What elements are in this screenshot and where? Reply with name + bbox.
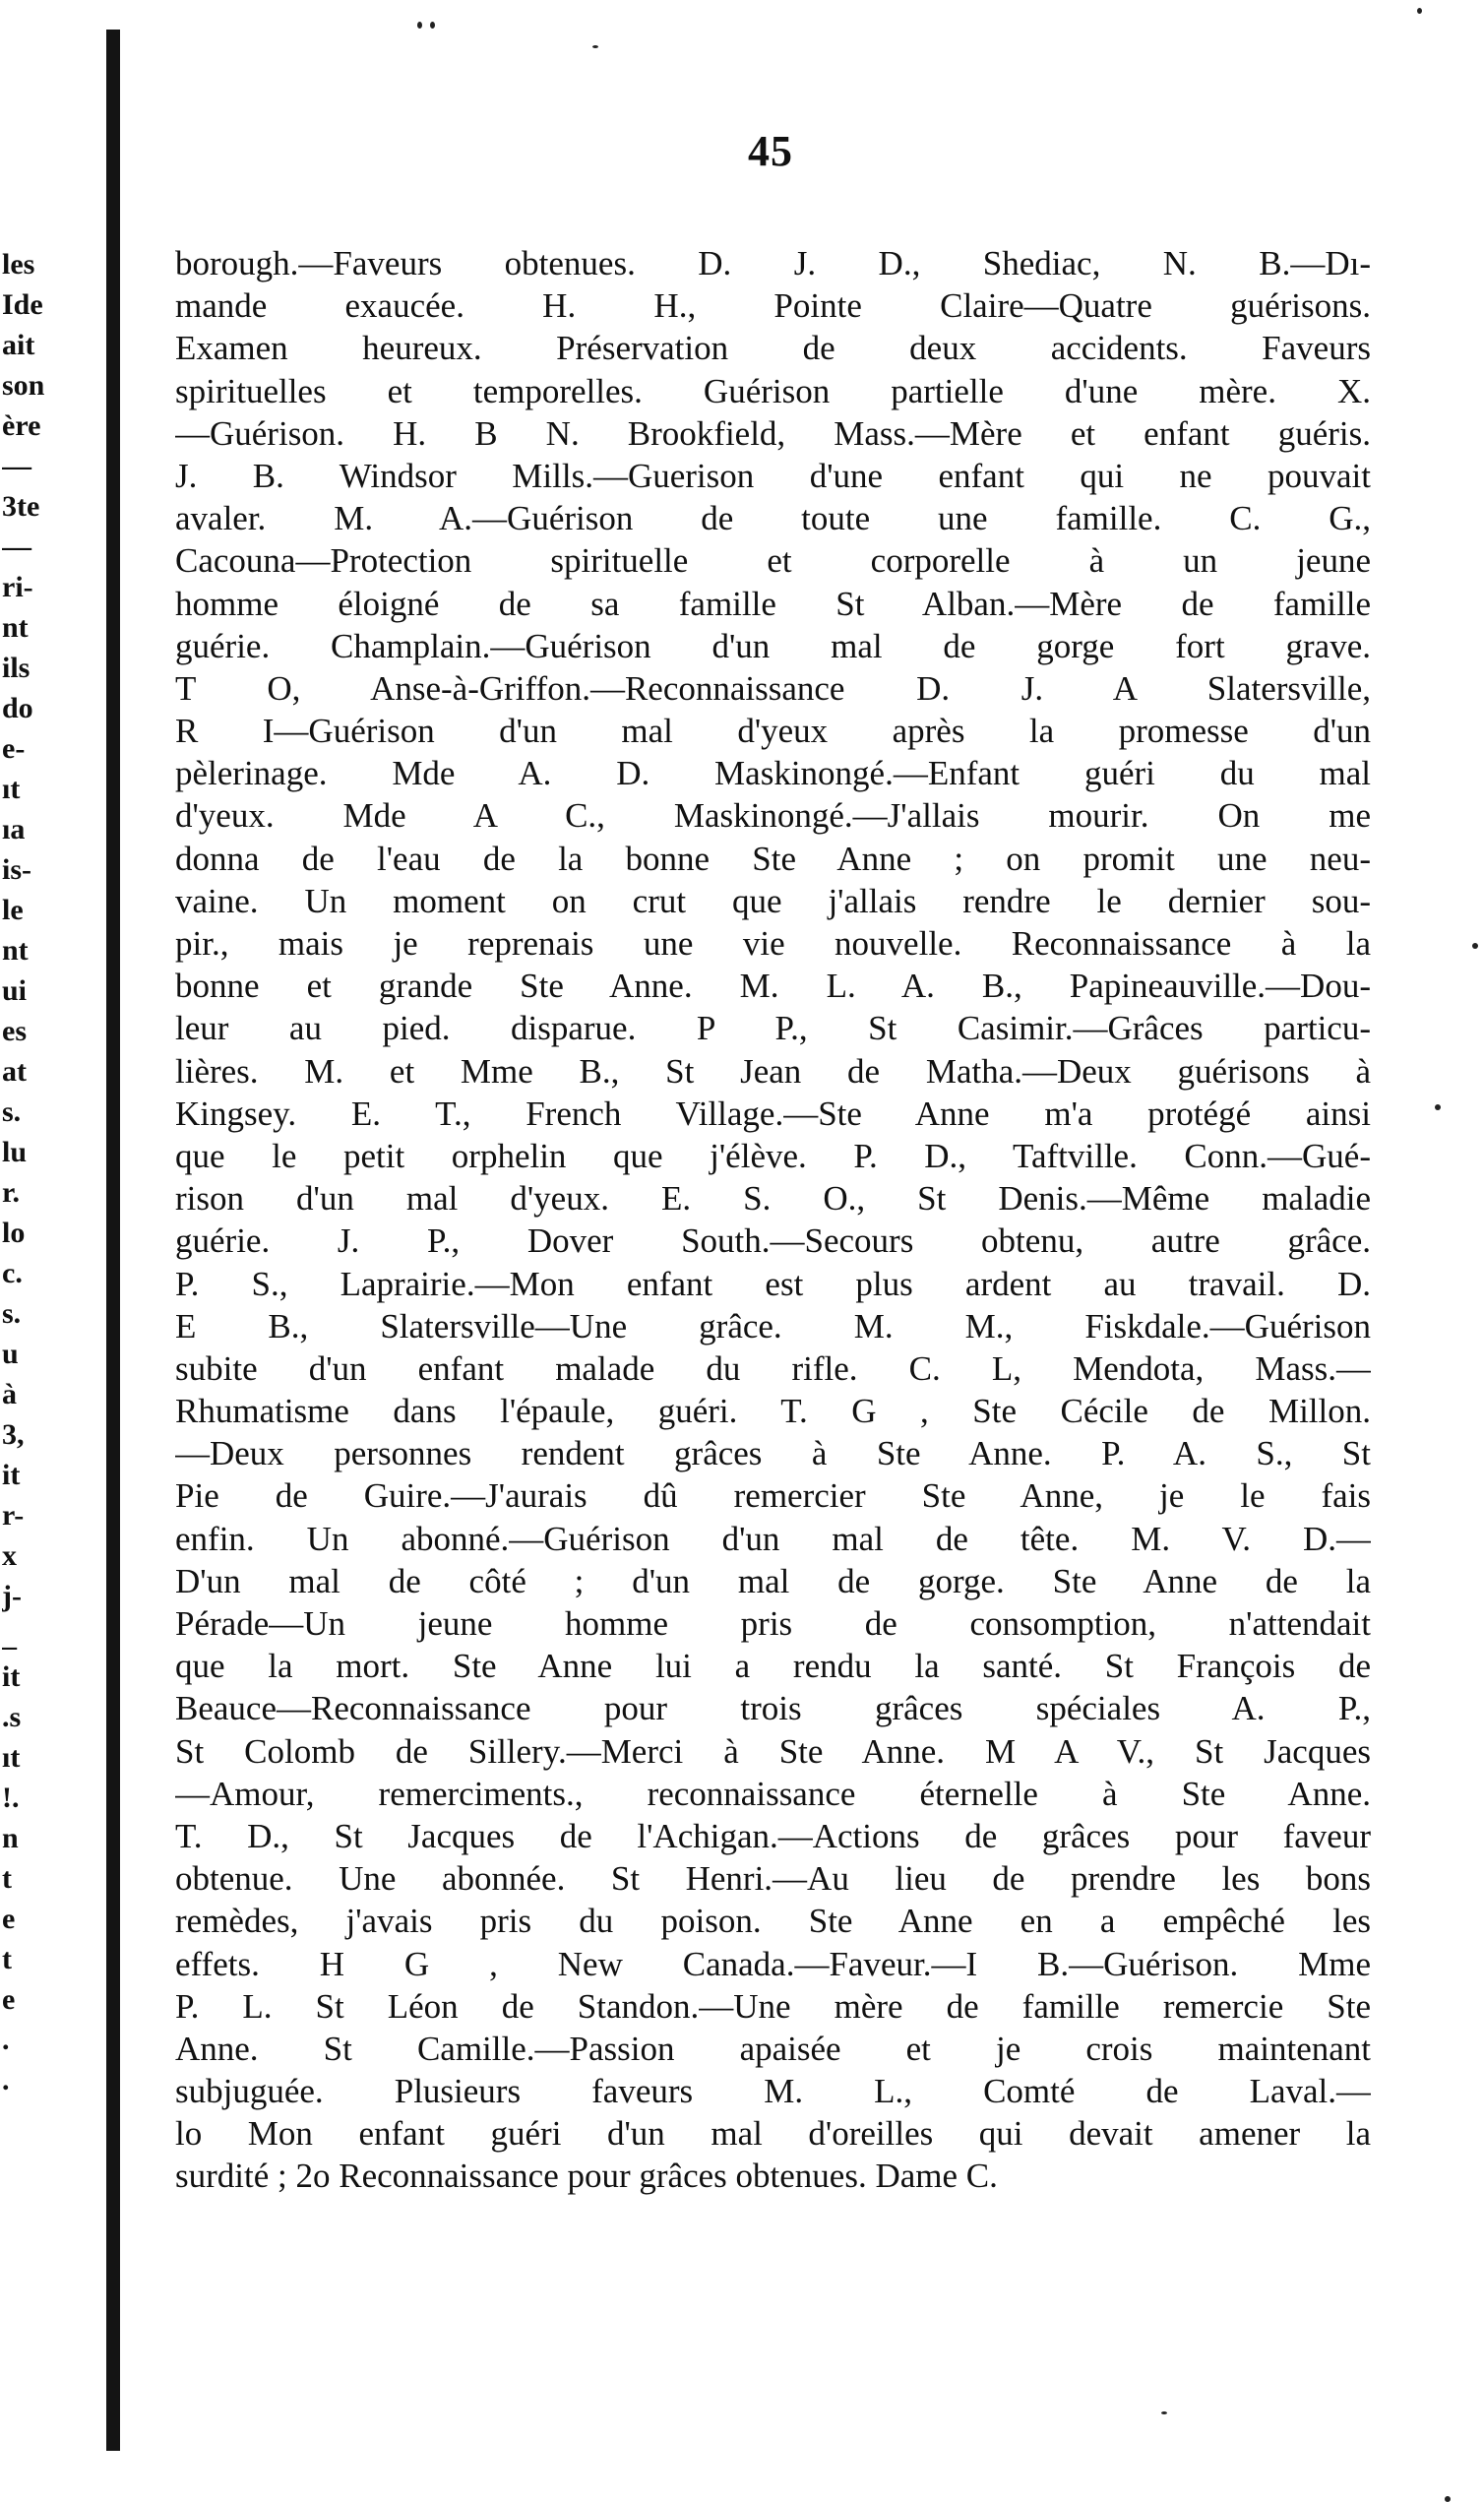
margin-fragment: lu bbox=[2, 1136, 28, 1168]
text-line: lo Mon enfant guéri d'un mal d'oreilles qui devait amener la bbox=[175, 2114, 1371, 2154]
margin-fragment: nt bbox=[2, 934, 29, 967]
text-line: St Colomb de Sillery.—Merci à Ste Anne. M A V., St Jacques bbox=[175, 1731, 1371, 1771]
text-line: P. L. St Léon de Standon.—Une mère de famille remercie Ste bbox=[175, 1986, 1371, 2026]
margin-fragment: à bbox=[2, 1378, 17, 1410]
text-line: Anne. St Camille.—Passion apaisée et je crois maintenant bbox=[175, 2029, 1371, 2068]
margin-fragment: c. bbox=[2, 1257, 23, 1289]
margin-fragment: son bbox=[2, 369, 45, 402]
margin-fragment: nt bbox=[2, 611, 29, 644]
text-line: mande exaucée. H. H., Pointe Claire—Quatre guérisons. bbox=[175, 286, 1371, 326]
margin-fragment: — bbox=[2, 531, 31, 563]
margin-fragment: ıt bbox=[2, 1741, 21, 1774]
text-line: E B., Slatersville—Une grâce. M. M., Fiskdale.—Guérison bbox=[175, 1306, 1371, 1345]
text-line: effets. H G , New Canada.—Faveur.—I B.—Guérison. Mme bbox=[175, 1944, 1371, 1983]
margin-fragment: lo bbox=[2, 1217, 26, 1249]
margin-fragment: do bbox=[2, 692, 33, 724]
margin-fragment: s. bbox=[2, 1095, 22, 1128]
margin-fragment: n bbox=[2, 1822, 19, 1854]
text-line: borough.—Faveurs obtenues. D. J. D., Shediac, N. B.—Dı- bbox=[175, 244, 1371, 282]
margin-fragment: r- bbox=[2, 1499, 25, 1532]
text-line: rison d'un mal d'yeux. E. S. O., St Denis.—Même maladie bbox=[175, 1179, 1371, 1219]
margin-fragment: t bbox=[2, 1862, 12, 1895]
text-line: surdité ; 2o Reconnaissance pour grâces obtenues. Dame C. bbox=[175, 2157, 998, 2196]
text-line: T O, Anse-à-Griffon.—Reconnaissance D. J. A Slatersville, bbox=[175, 668, 1371, 708]
text-line: d'yeux. Mde A C., Maskinongé.—J'allais mourir. On me bbox=[175, 796, 1371, 836]
text-line: homme éloigné de sa famille St Alban.—Mère de famille bbox=[175, 584, 1371, 623]
margin-fragment: ıt bbox=[2, 773, 21, 805]
margin-fragment: ait bbox=[2, 329, 35, 361]
margin-fragment: ıa bbox=[2, 813, 26, 845]
page-number: 45 bbox=[748, 127, 793, 175]
text-line: Cacouna—Protection spirituelle et corporelle à un jeune bbox=[175, 541, 1371, 581]
text-line: —Guérison. H. B N. Brookfield, Mass.—Mère et enfant guéris. bbox=[175, 413, 1371, 453]
text-line: Kingsey. E. T., French Village.—Ste Anne m'a protégé ainsi bbox=[175, 1094, 1371, 1133]
margin-fragment: ui bbox=[2, 974, 28, 1007]
text-line: subjuguée. Plusieurs faveurs M. L., Comté de Laval.— bbox=[175, 2072, 1371, 2111]
margin-fragment: — bbox=[2, 450, 31, 482]
margin-fragment: s. bbox=[2, 1297, 22, 1330]
margin-fragment: it bbox=[2, 1660, 21, 1693]
text-line: lières. M. et Mme B., St Jean de Matha.—Deux guérisons à bbox=[175, 1051, 1371, 1091]
margin-fragment: .s bbox=[2, 1701, 22, 1733]
text-line: obtenue. Une abonnée. St Henri.—Au lieu de prendre les bons bbox=[175, 1859, 1371, 1899]
text-line: remèdes, j'avais pris du poison. Ste Anne en a empêché les bbox=[175, 1902, 1371, 1941]
margin-fragment: j- bbox=[2, 1580, 22, 1612]
text-line: leur au pied. disparue. P P., St Casimir.—Grâces particu- bbox=[175, 1009, 1371, 1048]
margin-fragment: at bbox=[2, 1055, 27, 1088]
margin-fragment: e- bbox=[2, 732, 26, 765]
text-line: spirituelles et temporelles. Guérison partielle d'une mère. X. bbox=[175, 371, 1371, 410]
margin-fragment: u bbox=[2, 1338, 19, 1370]
margin-fragment: it bbox=[2, 1459, 21, 1491]
binding-gutter-shadow bbox=[106, 30, 120, 2451]
text-line: bonne et grande Ste Anne. M. L. A. B., Papineauville.—Dou- bbox=[175, 967, 1371, 1006]
margin-fragment: les bbox=[2, 248, 35, 281]
text-line: Examen heureux. Préservation de deux accidents. Faveurs bbox=[175, 329, 1371, 368]
margin-fragment: ère bbox=[2, 409, 41, 442]
margin-fragment: Ide bbox=[2, 288, 43, 321]
text-line: Rhumatisme dans l'épaule, guéri. T. G , Ste Cécile de Millon. bbox=[175, 1392, 1371, 1431]
margin-fragment: . bbox=[2, 2024, 10, 2056]
text-line: guérie. Champlain.—Guérison d'un mal de gorge fort grave. bbox=[175, 626, 1371, 665]
text-line: —Amour, remerciments., reconnaissance éternelle à Ste Anne. bbox=[175, 1774, 1371, 1813]
text-line: pèlerinage. Mde A. D. Maskinongé.—Enfant guéri du mal bbox=[175, 754, 1371, 793]
text-line: R I—Guérison d'un mal d'yeux après la promesse d'un bbox=[175, 712, 1371, 751]
text-line: donna de l'eau de la bonne Ste Anne ; on promit une neu- bbox=[175, 839, 1371, 878]
margin-fragment: !. bbox=[2, 1782, 20, 1814]
text-line: vaine. Un moment on crut que j'allais rendre le dernier sou- bbox=[175, 881, 1371, 920]
text-line: enfin. Un abonné.—Guérison d'un mal de tête. M. V. D.— bbox=[175, 1519, 1371, 1558]
text-line: avaler. M. A.—Guérison de toute une famille. C. G., bbox=[175, 499, 1371, 538]
margin-fragment: le bbox=[2, 894, 24, 926]
margin-fragment: . bbox=[2, 2064, 10, 2096]
text-line: guérie. J. P., Dover South.—Secours obtenu, autre grâce. bbox=[175, 1221, 1371, 1261]
margin-fragment: ri- bbox=[2, 571, 33, 603]
text-line: J. B. Windsor Mills.—Guerison d'une enfant qui ne pouvait bbox=[175, 456, 1371, 495]
text-line: Pérade—Un jeune homme pris de consomption, n'attendait bbox=[175, 1604, 1371, 1643]
left-margin-fragments bbox=[2, 244, 81, 2100]
text-line: pir., mais je reprenais une vie nouvelle. Reconnaissance à la bbox=[175, 924, 1371, 963]
margin-fragment: e bbox=[2, 1983, 16, 2016]
text-line: Beauce—Reconnaissance pour trois grâces spéciales A. P., bbox=[175, 1689, 1371, 1728]
text-line: T. D., St Jacques de l'Achigan.—Actions de grâces pour faveur bbox=[175, 1816, 1371, 1855]
margin-fragment: 3, bbox=[2, 1418, 25, 1451]
margin-fragment: 3te bbox=[2, 490, 40, 523]
margin-fragment: e bbox=[2, 1903, 16, 1935]
margin-fragment: r. bbox=[2, 1176, 21, 1209]
text-line: que le petit orphelin que j'élève. P. D., Taftville. Conn.—Gué- bbox=[175, 1136, 1371, 1175]
margin-fragment: ils bbox=[2, 652, 31, 684]
body-text bbox=[175, 242, 1371, 2198]
text-line: Pie de Guire.—J'aurais dû remercier Ste Anne, je le fais bbox=[175, 1476, 1371, 1516]
margin-fragment: es bbox=[2, 1015, 27, 1047]
text-line: P. S., Laprairie.—Mon enfant est plus ardent au travail. D. bbox=[175, 1264, 1371, 1303]
text-line: —Deux personnes rendent grâces à Ste Anne. P. A. S., St bbox=[175, 1434, 1371, 1473]
text-line: D'un mal de côté ; d'un mal de gorge. Ste Anne de la bbox=[175, 1561, 1371, 1600]
margin-fragment: is- bbox=[2, 853, 31, 886]
margin-fragment: t bbox=[2, 1943, 12, 1975]
margin-fragment: x bbox=[2, 1539, 17, 1572]
margin-fragment: _ bbox=[2, 1620, 17, 1653]
text-line: que la mort. Ste Anne lui a rendu la santé. St François de bbox=[175, 1647, 1371, 1686]
text-line: subite d'un enfant malade du rifle. C. L, Mendota, Mass.— bbox=[175, 1348, 1371, 1388]
